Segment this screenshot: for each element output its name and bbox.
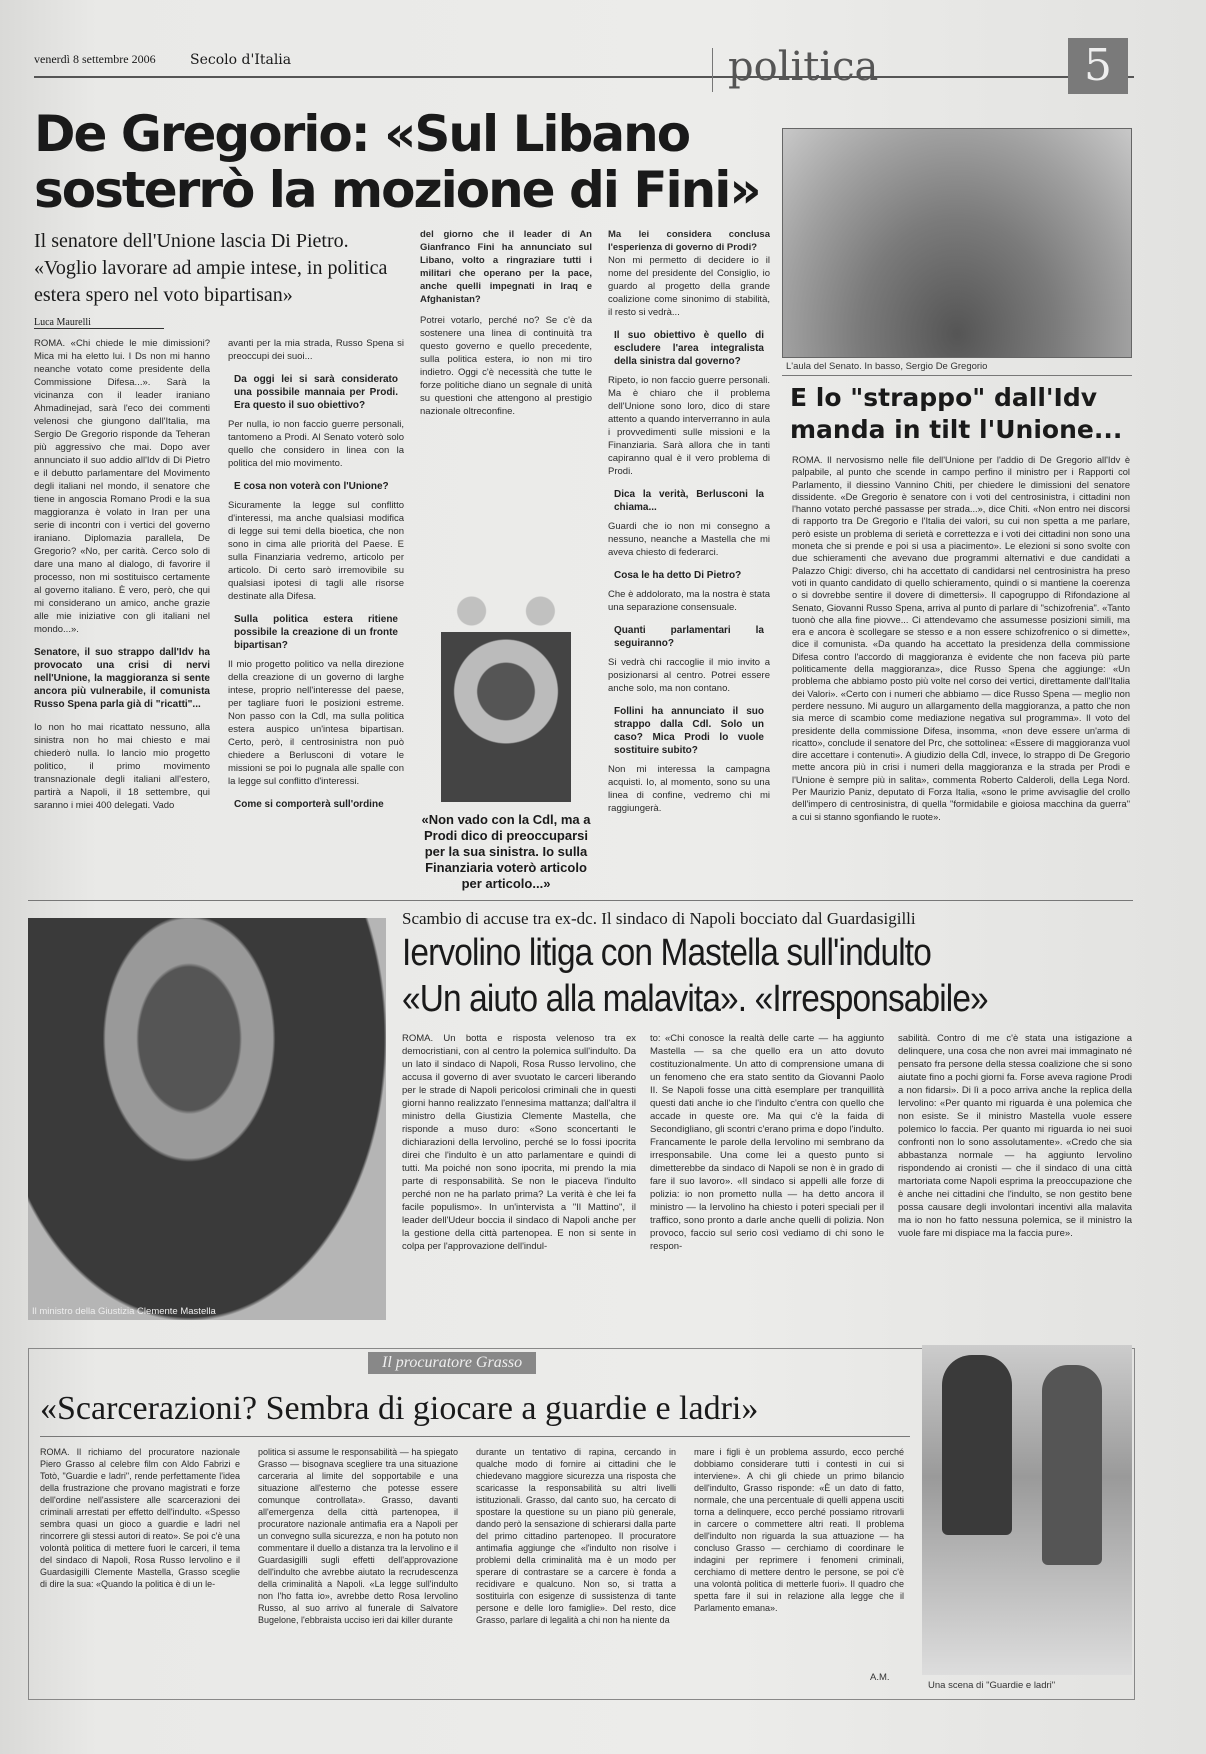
article1-column-3-text xyxy=(420,228,592,588)
question: Quanti parlamentari la seguiranno? xyxy=(614,625,764,649)
question: Cosa le ha detto Di Pietro? xyxy=(614,570,742,581)
answer: Guardi che io non mi consegno a nessuno, neanche a Mastella che mi aveva chiesto di federarci. xyxy=(608,521,770,558)
paragraph: avanti per la mia strada, Russo Spena si preoccupi dei suoi... xyxy=(228,338,404,362)
article1-column-1 xyxy=(34,337,210,892)
header-rule xyxy=(34,76,1134,78)
answer: Sicuramente la legge sul conflitto d'interessi, ma anche qualsiasi modifica di legge sui temi della bioetica, che non sono in cima alle priorità del Paese. E sulla Finanziaria vedremo, articolo per articolo. Di certo sarò irremovibile su qualsiasi ipotesi di tagli alle risorse destinate alla Difesa. xyxy=(228,500,404,602)
question: Dica la verità, Berlusconi la chiama... xyxy=(614,489,764,513)
article1-column-4 xyxy=(608,228,770,892)
pull-quote: «Non vado con la Cdl, ma a Prodi dico di preoccuparsi per la sua sinistra. Io sulla Finanziaria voterò articolo per articolo...» xyxy=(421,812,591,891)
answer: Il mio progetto politico va nella direzione della creazione di un governo di larghe intese, proprio nell'interesse del paese, per tagliare fuori le posizioni estreme. Non passo con la Cdl, ma sulla politica estera auspico un'intesa bipartisan. Certo, però, il centrosinistra non può chiedere a Berlusconi di votare le missioni se poi lo pugnala alle spalle con la legge sul conflitto d'interessi. xyxy=(228,659,404,787)
question: Da oggi lei si sarà considerato una possibile mannaia per Prodi. Era questo il suo obiettivo? xyxy=(234,374,398,411)
article4-tag: Il procuratore Grasso xyxy=(368,1352,536,1374)
article1-column-3 xyxy=(420,228,592,892)
answer: Si vedrà chi raccoglie il mio invito a posizionarsi al centro. Potrei essere anche solo, ma non contano. xyxy=(608,657,770,694)
byline: Luca Maurelli xyxy=(34,317,164,329)
article4-column-3: durante un tentativo di rapina, cercando in qualche modo di fornire ai cittadini che le chiedevano maggiore sicurezza una risposta che scaricasse la responsabilità su altri livelli istituzionali. Grasso, dal canto suo, ha cercato di spostare la questione su un piano più generale, dando però la sensazione di schierarsi dalla parte del primo cittadino partenopeo. Il procuratore antimafia aggiunge che «l'indulto non risolve i problemi della criminalità ma è un modo per sperare di contrastare se a carcere è fonda a recidivare e qualcuno. Non so, si tratta a sostituirla con esigenze di sussistenza di tante persone e delle loro famiglie». Del resto, dice Grasso, parlare di legalità a chi non ha niente da xyxy=(476,1447,676,1625)
article1-left-block xyxy=(34,228,404,892)
article1-body xyxy=(34,228,770,892)
question: Il suo obiettivo è quello di escludere l'area integralista della sinistra dal governo? xyxy=(614,330,764,367)
answer: Per nulla, io non faccio guerre personali, tantomeno a Prodi. Al Senato voterò solo quello che considero in linea con la politica del mio movimento. xyxy=(228,419,404,469)
divider xyxy=(782,375,1132,376)
mastella-photo-caption: Il ministro della Giustizia Clemente Mastella xyxy=(32,1306,216,1317)
main-subheadline: Il senatore dell'Unione lascia Di Pietro. «Voglio lavorare ad ampie intese, in politica estera spero nel voto bipartisan» xyxy=(34,230,388,306)
article1 xyxy=(34,106,770,892)
guardie-e-ladri-photo xyxy=(922,1345,1132,1675)
article1-column-2 xyxy=(228,337,404,892)
main-headline: De Gregorio: «Sul Libano sosterrò la mozione di Fini» xyxy=(34,105,760,219)
question: Sulla politica estera ritiene possibile la creazione di un fronte bipartisan? xyxy=(234,614,398,651)
question: Come si comporterà sull'ordine xyxy=(234,799,384,810)
article4-column-4: mare i figli è un problema assurdo, ecco perché dobbiamo considerare tutti i contesti in cui si interviene». A chi gli chiede un primo bilancio dell'indulto, Grasso risponde: «È un dato di fatto, normale, che una percentuale di quelli appena usciti torna a delinquere, ecco perché possiamo ritrovarli in carcere o commettere altri reati. Il problema dell'indulto non riguarda la sua attuazione — ha concluso Grasso — cerchiamo di coordinare le indagini per reprimere i fenomeni criminali, cerchiamo di mettere dentro le persone, se poi c'è una volontà politica di metterle fuori». Il quadro che spetta fare il sui in relazione alla legge che il Parlamento emana». xyxy=(694,1447,904,1613)
guardie-photo-caption: Una scena di "Guardie e ladri" xyxy=(928,1680,1056,1691)
article3-column-1: ROMA. Un botta e risposta velenoso tra ex democristiani, con al centro la polemica sull'indulto. Da un lato il sindaco di Napoli, Rosa Russo Iervolino, che accusa il governo di aver svuotato le carceri liberando per le strade di Napoli pericolosi criminali che in questi giorni hanno realizzato l'ennesima mattanza; dall'altra il ministro della Giustizia Clemente Mastella, che risponde a muso duro: «Sono sconcertanti le dichiarazioni della Iervolino, perché se lo fossi ipocrita direi che l'indulto è un atto parlamentare e quindi di tutti. Ma poiché non sono ipocrita, mi prendo la mia parte di responsabilità. Se non le piaceva l'indulto perché non ne ha parlato prima? La verità è che lei fa facile populismo». In un'intervista a "Il Mattino", il leader dell'Udeur boccia il sindaco di Napoli anche per la gestione della città partenopea. E non si sente in colpa per l'approvazione dell'indul- xyxy=(402,1033,636,1252)
sidebar-article xyxy=(782,128,1132,888)
divider xyxy=(28,900,1133,901)
answer: Che è addolorato, ma la nostra è stata una separazione consensuale. xyxy=(608,589,770,613)
article2-body: ROMA. Il nervosismo nelle file dell'Unione per l'addio di De Gregorio all'Idv è palpabile, al punto che scende in campo perfino il ministro per i Rapporti col Parlamento, il diessino Vannino Chiti, per chiedere le dimissioni del senatore dissidente. «De Gregorio è senatore con i voti del centrosinistra, i cittadini non l'hanno votato perché passasse per strada...», dice Chiti. «Non entro nei discorsi di rapporto tra De Gregorio e l'Italia dei valori, su cui non spetta a me parlare, però esiste un problema di serietà e correttezza e i voti dei cittadini non sono una moneta che si prende e poi si usa a piacimento». Le elezioni si sono svolte con due schieramenti che avevano due programmi alternativi e due candidati a Palazzo Chigi: diverso, chi ha accettato di candidarsi nel centrosinistra ha preso voti in quanto candidato di quello schieramento, quindi o si mantiene la coerenza o si dovrebbe sentire il dovere di dimettersi». Il capogruppo di Rifondazione al Senato, Giovanni Russo Spena, arriva al punto di parlare di "schizofrenia". «Tanto tuonò che alla fine piovve... Ci attendevamo che assumesse posizioni simili, ma era e ancora è scollegare se stesso e a non essere schizofrenico o si dimette», dice il comunista. «Da quando ha accettato la presidenza della commissione Difesa contro l'accordo di maggioranza è evidente che non faceva più parte politicamente della maggioranza», dice Russo Spena che aggiunge: «Un problema che abbiamo posto più volte nel corso dei vertici, direttamente dall'Italia dei Valori». «Certo con i numeri che abbiamo — dice Russo Spena — meglio non perdere nessuno. Mi auguro un allargamento della maggioranza, a patto che non sia merce di scambio come mediazione negativa sul programma». Il voto del presidente della commissione Difesa, insomma, «non deve essere un'arma di ricatto», conclude il senatore del Prc, che sottolinea: «Essere di maggioranza vuol dire accettare i contenuti». A giudizio della Cdl, invece, lo strappo di De Gregorio mette ancora più in crisi i numeri della maggioranza e la strada per Prodi e l'Unione è sempre più in salita», commenta Roberto Calderoli, della Lega Nord. Per Maurizio Paniz, deputato di Forza Italia, «sono le prime avvisaglie del crollo dell'impero di centrosinistra, di quella "formidabile e gioiosa macchina da guerra" a cui si stanno sgonfiando le ruote». xyxy=(792,455,1130,822)
paragraph: Io non ho mai ricattato nessuno, alla sinistra non ho mai chiesto e mai chiederò nulla. Io lancio mio progetto politico, il primo movimento transnazionale degli italiani all'estero, partirà a Napoli, il 18 settembre, qui saranno i miei 400 delegati. Vado xyxy=(34,722,210,811)
article2-headline: E lo "strappo" dall'Idv manda in tilt l'Unione... xyxy=(790,383,1123,444)
answer: Potrei votarlo, perché no? Se c'è da sostenere una linea di continuità tra questo governo e quello precedente, sulla politica estera, io non mi tiro indietro. Oggi c'è necessità che tutte le forze politiche diano un segnale di unità su questioni che attengono al prestigio nazionale oltreconfine. xyxy=(420,315,592,417)
section-title: politica xyxy=(728,44,879,90)
page-number: 5 xyxy=(1068,38,1128,94)
article4-signature: A.M. xyxy=(870,1672,890,1683)
senate-photo-caption: L'aula del Senato. In basso, Sergio De Gregorio xyxy=(786,361,988,372)
article4-column-2: politica si assume le responsabilità — ha spiegato Grasso — bisognava scegliere tra una situazione carceraria al limite del sopportabile e una situazione all'esterno che potesse essere comunque controllata». Grasso, davanti all'emergenza della città partenopea, il procuratore nazionale antimafia era a Napoli per un convegno sulla sicurezza, e non ha potuto non commentare il duello a distanza tra la Iervolino e il Guardasigilli sugli effetti dell'approvazione dell'indulto che avrebbe aiutato la recrudescenza della criminalità a Napoli. «La legge sull'indulto non l'ho fatta io», avrebbe detto Rosa Iervolino Russo, al suo arrivo al funerale di Salvatore Bugelone, l'ebbraista ucciso ieri dai killer durante xyxy=(258,1447,458,1625)
article3-kicker: Scambio di accuse tra ex-dc. Il sindaco di Napoli bocciato dal Guardasigilli xyxy=(402,909,916,928)
newspaper-name: Secolo d'Italia xyxy=(190,52,292,68)
article3 xyxy=(402,908,1132,1324)
paragraph: ROMA. «Chi chiede le mie dimissioni? Mica mi ha eletto lui. I Ds non mi hanno neanche votato come presidente della Commissione Difesa...». Sarà la vicinanza con il leader iraniano Ahmadinejad, sarà l'eco dei commenti velenosi che giungono dall'Italia, ma Sergio De Gregorio risponde da Teheran più aggressivo che mai. Dopo aver annunciato il suo addio all'Idv di Di Pietro e il debutto parlamentare del Movimento degli italiani nel mondo, il senatore che tiene in angoscia Romano Prodi e la sua maggioranza è volato in Iran per una serie di incontri con i vertici del governo iraniano. Diplomazia parallela, De Gregorio? «No, per carità. Cerco solo di dare una mano al dialogo, di favorire il processo, non mi sostituisco certamente al governo italiano. È vero, però, che qui mi considerano un amico, anche grazie alle mie iniziative con gli italiani nel mondo...». xyxy=(34,338,210,635)
article3-headline xyxy=(402,930,1132,1022)
article3-column-3: sabilità. Contro di me c'è stata una istigazione a delinquere, una cosa che non avrei mai immaginato né pensato fra persone della stessa coalizione che si sono aiutate fino a pochi giorni fa. Forse aveva ragione Prodi a non fidarsi». Di lì a poco arriva anche la replica della Iervolino: «Per quanto mi riguarda è una polemica che non esiste. Se il ministro Mastella vuole essere polemico lo faccia. Per quanto mi riguarda io nei suoi confronti non lo sono assolutamente». «Credo che sia abbastanza normale — ha aggiunto Iervolino rispondendo ai cronisti — che il sindaco di una città martoriata come Napoli esprima la preoccupazione che è anche nei cittadini che l'indulto, se non gestito bene possa causare degli involontari incentivi alla malavita ma io non ho fatto nessuna polemica, se il ministro la vuole fare mi dispiace ma la faccia pure». xyxy=(898,1033,1132,1239)
question: Follini ha annunciato il suo strappo dalla Cdl. Solo un caso? Mica Prodi lo vuole sostituire subito? xyxy=(614,706,764,756)
senate-photo xyxy=(782,128,1132,358)
answer: Non mi permetto di decidere io il nome del presidente del Consiglio, io guardo al progetto della grande coalizione come sinonimo di stabilità, il resto si vedrà... xyxy=(608,255,770,318)
question: E cosa non voterà con l'Unione? xyxy=(234,481,389,492)
divider xyxy=(40,1436,910,1437)
answer: Ripeto, io non faccio guerre personali. Ma è chiaro che il problema dell'Unione sono loro, dico di stare attento a quando interverranno in aula i provvedimenti sulle missioni e la Finanziaria. Sarà allora che in tanti capiranno qual è il vero problema di Prodi. xyxy=(608,375,770,477)
article4-headline: «Scarcerazioni? Sembra di giocare a guardie e ladri» xyxy=(40,1390,759,1427)
question: del giorno che il leader di An Gianfranco Fini ha annunciato sul Libano, volto a ringraziare tutti i militari che operano per la pace, anche quelli impegnati in Iraq e Afghanistan? xyxy=(420,229,592,305)
figure-toto xyxy=(942,1355,1012,1535)
article3-column-2: to: «Chi conosce la realtà delle carte — ha aggiunto Mastella — sa che quello era un atto dovuto costituzionalmente. Un atto di comprensione umana di un fenomeno che era stato sentito da Giovanni Paolo II. Se Napoli fosse una città esemplare per tranquillità questi dati anche io che l'indulto c'entra con quello che accade in queste ore. Ma qui c'è la faida di Secondigliano, gli scontri c'erano prima e dopo l'indulto. Francamente le parole della Iervolino mi sembrano da irresponsabile. Una come lei a questo punto si dimetterebbe da sindaco di Napoli se non è in grado di fare il suo lavoro». «Il sindaco si appelli alle forze di polizia: io non prometto nulla — ha detto ancora il ministro — la Iervolino ha chiesto i poteri speciali per il traffico, sono pronto a darle anche quelli di polizia. Non provoco, faccio sul serio così vediamo di chi sono le respon- xyxy=(650,1033,884,1252)
figure-fabrizi xyxy=(1042,1365,1102,1565)
mastella-photo xyxy=(28,918,386,1320)
headline-line-1: Iervolino litiga con Mastella sull'indulto xyxy=(402,932,931,974)
article3-columns xyxy=(402,1032,1132,1324)
article4-column-1: ROMA. Il richiamo del procuratore nazionale Piero Grasso al celebre film con Aldo Fabrizi e Totò, "Guardie e ladri", rende perfettamente l'idea della frustrazione che provano magistrati e forze dell'ordine nell'assistere alle scarcerazioni dei criminali arrestati per effetto dell'indulto. «Spesso sembra quasi un gioco a guardie e ladri nel rincorrere gli stessi autori di reato». Se poi c'è una volontà politica di mettere fuori le carceri, il tema del sindaco di Napoli, Rosa Russo Iervolino e il Guardasigilli Clemente Mastella, Grasso sceglie di dire la sua: «Quando la politica è di un le- xyxy=(40,1447,240,1589)
question: Senatore, il suo strappo dall'Idv ha provocato una crisi di nervi nell'Unione, la maggioranza si sente ancora più vulnerabile, il comunista Russo Spena parla già di "ricatti"... xyxy=(34,647,210,710)
answer: Non mi interessa la campagna acquisti. Io, al momento, sono su una linea di confine, vedremo chi mi raggiungerà. xyxy=(608,764,770,814)
de-gregorio-portrait xyxy=(441,632,571,802)
headline-line-2: «Un aiuto alla malavita». «Irresponsabile» xyxy=(402,978,988,1020)
article1-left-columns xyxy=(34,337,404,892)
quote-marks-graphic xyxy=(420,594,592,628)
issue-date: venerdì 8 settembre 2006 xyxy=(34,52,156,66)
header-separator xyxy=(712,48,713,92)
question: Ma lei considera conclusa l'esperienza di governo di Prodi? xyxy=(608,229,770,253)
